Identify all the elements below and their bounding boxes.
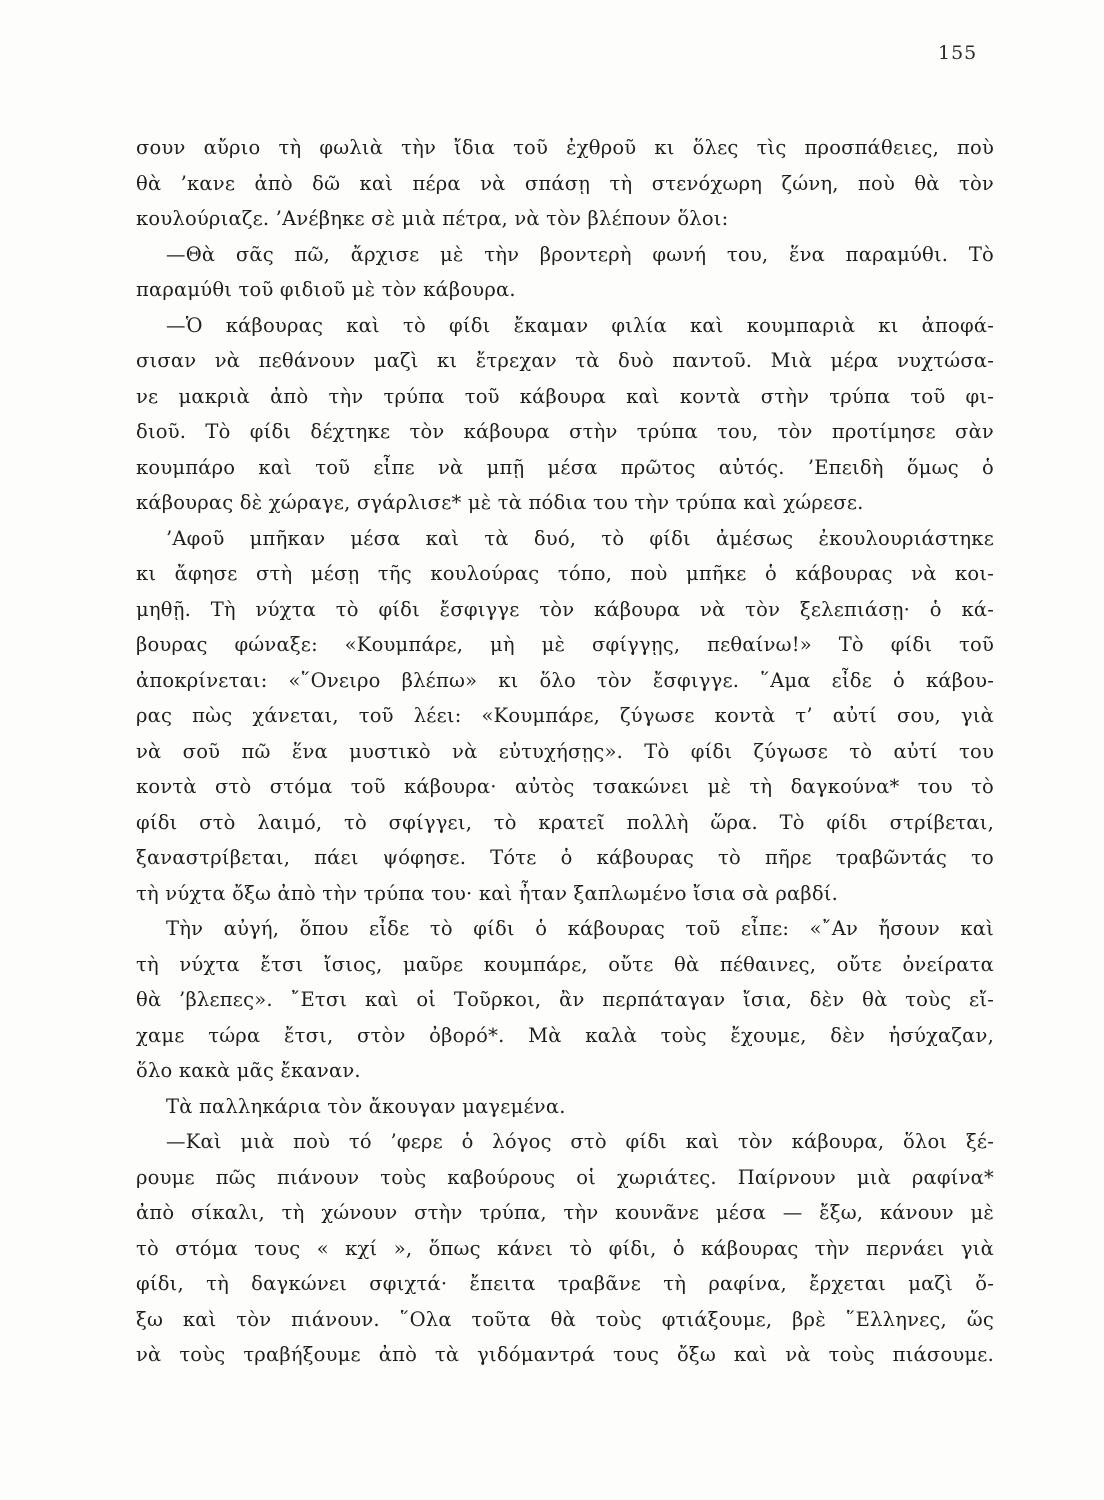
- text-line: τὴ νύχτα ἔτσι ἴσιος, μαῦρε κουμπάρε, οὔτε θὰ πέθαινες, οὔτε ὀνείρατα: [136, 952, 994, 976]
- text-line: —Θὰ σᾶς πῶ, ἄρχισε μὲ τὴν βροντερὴ φωνή του, ἕνα παραμύθι. Τὸ: [166, 242, 994, 266]
- text-line: Τὰ παλληκάρια τὸν ἄκουγαν μαγεμένα.: [166, 1094, 566, 1118]
- text-line: νε μακριὰ ἀπὸ τὴν τρύπα τοῦ κάβουρα καὶ κοντὰ στὴν τρύπα τοῦ φι-: [136, 384, 994, 408]
- text-line: ρας πὼς χάνεται, τοῦ λέει: «Κουμπάρε, ζύγωσε κοντὰ τ’ αὐτί σου, γιὰ: [136, 704, 994, 727]
- text-line: ξαναστρίβεται, πάει ψόφησε. Τότε ὁ κάβουρας τὸ πῆρε τραβῶντάς το: [136, 846, 994, 869]
- text-line: μηθῇ. Τὴ νύχτα τὸ φίδι ἔσφιγγε τὸν κάβουρα νὰ τὸν ξελεπιάσῃ· ὁ κά-: [136, 597, 994, 621]
- text-line: θὰ ’βλεπες». ῎Ετσι καὶ οἱ Τοῦρκοι, ἂν περπάταγαν ἴσια, δὲν θὰ τοὺς εἴ-: [136, 988, 994, 1011]
- text-line: —Καὶ μιὰ ποὺ τό ’φερε ὁ λόγος στὸ φίδι καὶ τὸν κάβουρα, ὅλοι ξέ-: [166, 1130, 994, 1153]
- text-line: κουλούριαζε. ’Ανέβηκε σὲ μιὰ πέτρα, νὰ τὸν βλέπουν ὅλοι:: [136, 207, 729, 230]
- text-line: σισαν νὰ πεθάνουν μαζὶ κι ἔτρεχαν τὰ δυὸ παντοῦ. Μιὰ μέρα νυχτώσα-: [136, 349, 994, 372]
- text-line: βουρας φώναξε: «Κουμπάρε, μὴ μὲ σφίγγῃς, πεθαίνω!» Τὸ φίδι τοῦ: [136, 633, 994, 656]
- text-line: Τὴν αὐγή, ὅπου εἶδε τὸ φίδι ὁ κάβουρας τοῦ εἶπε: «῎Αν ἤσουν καὶ: [166, 917, 994, 940]
- text-line: ἀπὸ σίκαλι, τὴ χώνουν στὴν τρύπα, τὴν κουνᾶνε μέσα — ἔξω, κάνουν μὲ: [136, 1201, 994, 1224]
- text-line: ὅλο κακὰ μᾶς ἔκαναν.: [136, 1059, 361, 1082]
- text-line: φίδι, τὴ δαγκώνει σφιχτά· ἔπειτα τραβᾶνε τὴ ραφίνα, ἔρχεται μαζὶ ὄ-: [136, 1272, 994, 1295]
- body-text: [136, 130, 994, 1373]
- text-line: κοντὰ στὸ στόμα τοῦ κάβουρα· αὐτὸς τσακώνει μὲ τὴ δαγκούνα* του τὸ: [136, 775, 994, 798]
- text-line: τὴ νύχτα ὄξω ἀπὸ τὴν τρύπα του· καὶ ἦταν ξαπλωμένο ἴσια σὰ ραβδί.: [136, 881, 839, 905]
- text-line: παραμύθι τοῦ φιδιοῦ μὲ τὸν κάβουρα.: [136, 278, 516, 301]
- text-line: διοῦ. Τὸ φίδι δέχτηκε τὸν κάβουρα στὴν τρύπα του, τὸν προτίμησε σὰν: [136, 420, 994, 443]
- text-line: ξω καὶ τὸν πιάνουν. ῞Ολα τοῦτα θὰ τοὺς φτιάξουμε, βρὲ ῞Ελληνες, ὥς: [136, 1307, 994, 1331]
- text-line: τὸ στόμα τους « κχί », ὅπως κάνει τὸ φίδι, ὁ κάβουρας τὴν περνάει γιὰ: [136, 1236, 994, 1260]
- text-line: ἀποκρίνεται: «῞Ονειρο βλέπω» κι ὅλο τὸν ἔσφιγγε. ῞Αμα εἶδε ὁ κάβου-: [136, 668, 994, 692]
- text-line: φίδι στὸ λαιμό, τὸ σφίγγει, τὸ κρατεῖ πολλὴ ὥρα. Τὸ φίδι στρίβεται,: [136, 810, 994, 834]
- page-number: 155: [938, 42, 978, 64]
- text-line: —Ὁ κάβουρας καὶ τὸ φίδι ἔκαμαν φιλία καὶ κουμπαριὰ κι ἀποφά-: [166, 313, 994, 337]
- text-line: ’Αφοῦ μπῆκαν μέσα καὶ τὰ δυό, τὸ φίδι ἀμέσως ἐκουλουριάστηκε: [166, 526, 994, 550]
- text-line: θὰ ’κανε ἀπὸ δῶ καὶ πέρα νὰ σπάσῃ τὴ στενόχωρη ζώνη, ποὺ θὰ τὸν: [136, 171, 994, 195]
- text-line: κάβουρας δὲ χώραγε, σγάρλισε* μὲ τὰ πόδια του τὴν τρύπα καὶ χώρεσε.: [136, 491, 864, 514]
- text-line: κι ἄφησε στὴ μέσῃ τῆς κουλούρας τόπο, ποὺ μπῆκε ὁ κάβουρας νὰ κοι-: [136, 562, 994, 585]
- text-line: χαμε τώρα ἔτσι, στὸν ὀβορό*. Μὰ καλὰ τοὺς ἔχουμε, δὲν ἡσύχαζαν,: [136, 1023, 994, 1047]
- text-line: ρουμε πῶς πιάνουν τοὺς καβούρους οἱ χωριάτες. Παίρνουν μιὰ ραφίνα*: [136, 1165, 994, 1189]
- text-line: κουμπάρο καὶ τοῦ εἶπε νὰ μπῇ μέσα πρῶτος αὐτός. ’Επειδὴ ὅμως ὁ: [136, 455, 994, 479]
- text-line: σουν αὔριο τὴ φωλιὰ τὴν ἴδια τοῦ ἐχθροῦ κι ὅλες τὶς προσπάθειες, ποὺ: [136, 136, 994, 159]
- text-line: νὰ τοὺς τραβήξουμε ἀπὸ τὰ γιδόμαντρά τους ὄξω καὶ νὰ τοὺς πιάσουμε.: [136, 1343, 994, 1366]
- text-line: νὰ σοῦ πῶ ἕνα μυστικὸ νὰ εὐτυχήσῃς». Τὸ φίδι ζύγωσε τὸ αὐτί του: [136, 739, 994, 763]
